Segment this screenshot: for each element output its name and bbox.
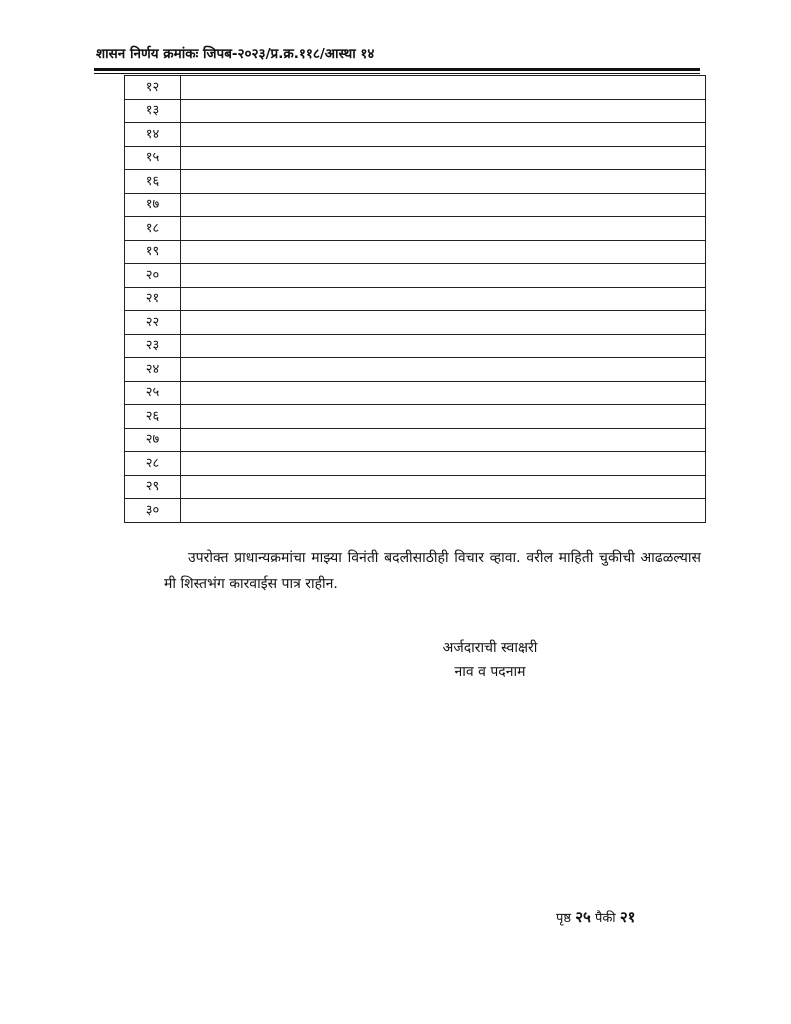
document-header: शासन निर्णय क्रमांकः जिपब-२०२३/प्र.क्र.११८/आस्था १४: [96, 46, 375, 62]
table-row: [125, 240, 706, 264]
table-row: [125, 123, 706, 147]
row-number: २३: [125, 334, 181, 358]
row-value-cell: [181, 170, 706, 194]
row-value-cell: [181, 123, 706, 147]
row-value-cell: [181, 499, 706, 523]
page-current: २५: [575, 908, 591, 926]
row-number: २१: [125, 287, 181, 311]
row-number: २७: [125, 428, 181, 452]
table-row: [125, 287, 706, 311]
row-value-cell: [181, 264, 706, 288]
row-value-cell: [181, 217, 706, 241]
page-number: [556, 907, 635, 927]
row-number: २८: [125, 452, 181, 476]
row-number: २९: [125, 475, 181, 499]
row-number: २२: [125, 311, 181, 335]
table-row: [125, 170, 706, 194]
row-value-cell: [181, 311, 706, 335]
table-row: [125, 475, 706, 499]
name-designation-label: नाव व पदनाम: [454, 664, 526, 680]
preference-table-body: [125, 76, 706, 523]
row-number: १३: [125, 99, 181, 123]
table-row: [125, 334, 706, 358]
row-value-cell: [181, 358, 706, 382]
row-value-cell: [181, 193, 706, 217]
signature-block: [400, 636, 580, 684]
row-number: १६: [125, 170, 181, 194]
row-value-cell: [181, 334, 706, 358]
row-value-cell: [181, 405, 706, 429]
table-row: [125, 358, 706, 382]
row-value-cell: [181, 240, 706, 264]
row-value-cell: [181, 287, 706, 311]
row-value-cell: [181, 428, 706, 452]
page-prefix: पृष्ठ: [556, 911, 572, 926]
row-number: १७: [125, 193, 181, 217]
table-row: [125, 76, 706, 100]
row-number: १४: [125, 123, 181, 147]
preference-table: [124, 75, 706, 523]
table-row: [125, 146, 706, 170]
row-number: १९: [125, 240, 181, 264]
row-number: ३०: [125, 499, 181, 523]
page-of: पैकी: [594, 911, 616, 926]
table-row: [125, 452, 706, 476]
table-row: [125, 217, 706, 241]
row-value-cell: [181, 76, 706, 100]
table-row: [125, 311, 706, 335]
row-value-cell: [181, 452, 706, 476]
table-row: [125, 381, 706, 405]
page-total: २१: [619, 908, 636, 926]
row-value-cell: [181, 475, 706, 499]
table-row: [125, 405, 706, 429]
row-number: १५: [125, 146, 181, 170]
row-number: २४: [125, 358, 181, 382]
signature-label: अर्जदाराची स्वाक्षरी: [442, 640, 538, 656]
header-rule-thin: [94, 73, 700, 74]
table-row: [125, 99, 706, 123]
header-rule-thick: [94, 68, 700, 71]
declaration-paragraph: उपरोक्त प्राधान्यक्रमांचा माझ्या विनंती बदलीसाठीही विचार व्हावा. वरील माहिती चुकीची आढळल्यास मी शिस्तभंग कारवाईस पात्र राहीन.: [164, 550, 701, 592]
row-number: १८: [125, 217, 181, 241]
row-value-cell: [181, 99, 706, 123]
row-number: २५: [125, 381, 181, 405]
table-row: [125, 193, 706, 217]
table-row: [125, 428, 706, 452]
row-number: २०: [125, 264, 181, 288]
row-number: १२: [125, 76, 181, 100]
row-value-cell: [181, 146, 706, 170]
table-row: [125, 499, 706, 523]
row-value-cell: [181, 381, 706, 405]
row-number: २६: [125, 405, 181, 429]
table-row: [125, 264, 706, 288]
